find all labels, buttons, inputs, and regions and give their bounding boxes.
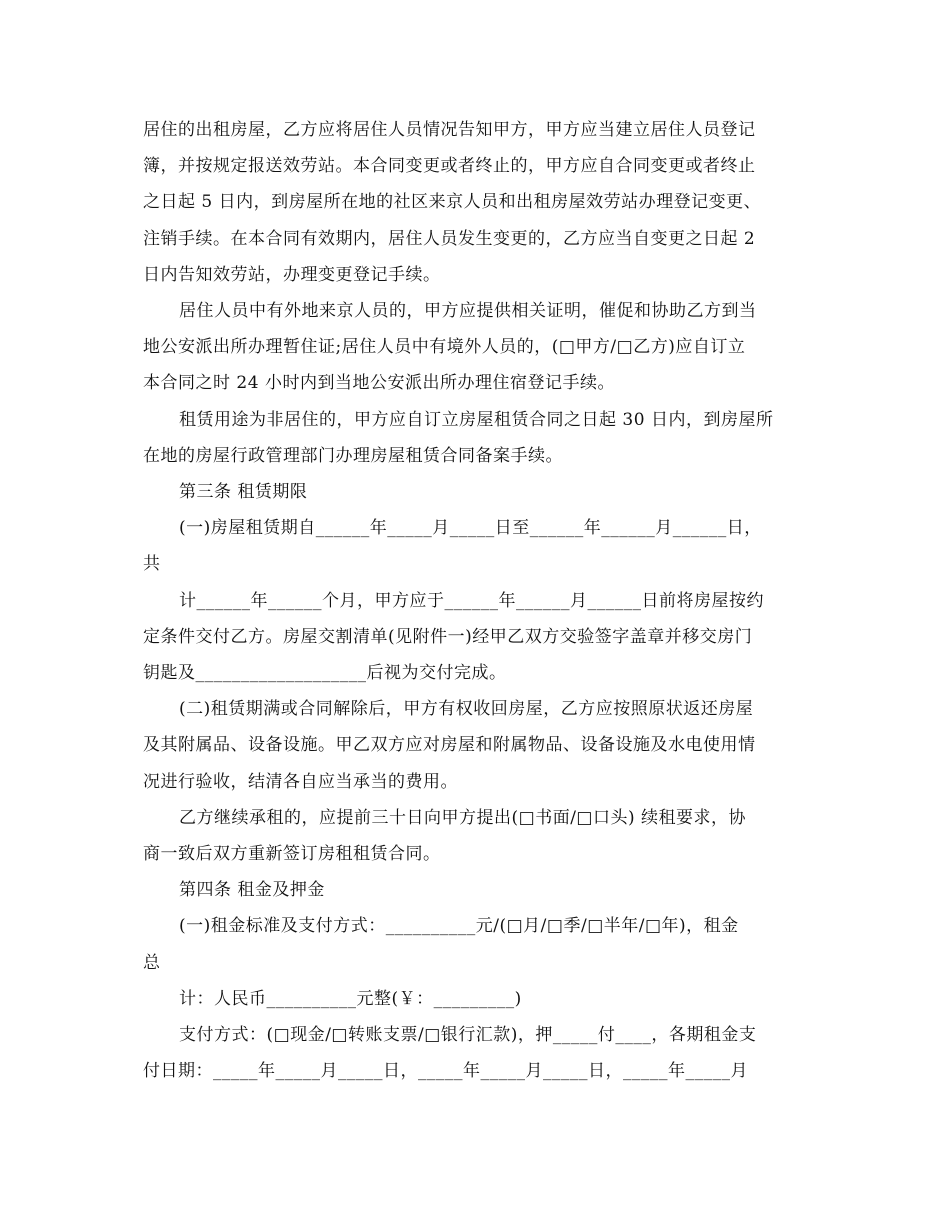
text-line: 定条件交付乙方。房屋交割清单(见附件一)经甲乙双方交验签字盖章并移交房门 [143, 626, 753, 647]
text-line: 支付方式：(□现金/□转账支票/□银行汇款)，押_____付____，各期租金支 [179, 1025, 757, 1046]
text-line: 居住人员中有外地来京人员的，甲方应提供相关证明，催促和协助乙方到当 [179, 301, 757, 322]
text-line: 第四条 租金及押金 [179, 880, 325, 901]
text-line: 总 [143, 952, 161, 973]
text-line: 之日起 5 日内，到房屋所在地的社区来京人员和出租房屋效劳站办理登记变更、 [143, 192, 762, 213]
text-line: (一)房屋租赁期自______年_____月_____日至______年______月______日， [179, 518, 762, 539]
text-line: 第三条 租赁期限 [179, 482, 308, 503]
text-line: (一)租金标准及支付方式：__________元/(□月/□季/□半年/□年)，租金 [179, 916, 739, 937]
text-line: 簿，并按规定报送效劳站。本合同变更或者终止的，甲方应自合同变更或者终止 [143, 156, 756, 177]
text-line: 居住的出租房屋，乙方应将居住人员情况告知甲方，甲方应当建立居住人员登记 [143, 120, 756, 140]
text-line: 日内告知效劳站，办理变更登记手续。 [143, 264, 441, 285]
text-line: (二)租赁期满或合同解除后，甲方有权收回房屋，乙方应按照原状返还房屋 [179, 699, 754, 720]
text-line: 计：人民币__________元整(￥：_________) [179, 988, 522, 1009]
text-line: 在地的房屋行政管理部门办理房屋租赁合同备案手续。 [143, 445, 563, 466]
document-body [143, 112, 808, 1089]
text-line: 计______年______个月，甲方应于______年______月______日前将房屋按约 [179, 590, 764, 611]
text-line: 地公安派出所办理暂住证;居住人员中有境外人员的，(□甲方/□乙方)应自订立 [143, 337, 746, 358]
text-line: 及其附属品、设备设施。甲乙双方应对房屋和附属物品、设备设施及水电使用情 [143, 735, 756, 756]
text-line: 注销手续。在本合同有效期内，居住人员发生变更的，乙方应当自变更之日起 2 [143, 228, 756, 249]
text-line: 钥匙及___________________后视为交付完成。 [143, 663, 507, 684]
text-line: 租赁用途为非居住的，甲方应自订立房屋租赁合同之日起 30 日内，到房屋所 [179, 409, 774, 430]
text-line: 商一致后双方重新签订房租租赁合同。 [143, 844, 441, 865]
text-line: 本合同之时 24 小时内到当地公安派出所办理住宿登记手续。 [143, 373, 615, 394]
text-line: 共 [143, 554, 161, 575]
text-line: 况进行验收，结清各自应当承当的费用。 [143, 771, 458, 792]
text-line: 乙方继续承租的，应提前三十日向甲方提出(□书面/□口头) 续租要求，协 [179, 807, 747, 828]
text-line: 付日期：_____年_____月_____日，_____年_____月_____日，_____年_____月 [143, 1061, 748, 1082]
